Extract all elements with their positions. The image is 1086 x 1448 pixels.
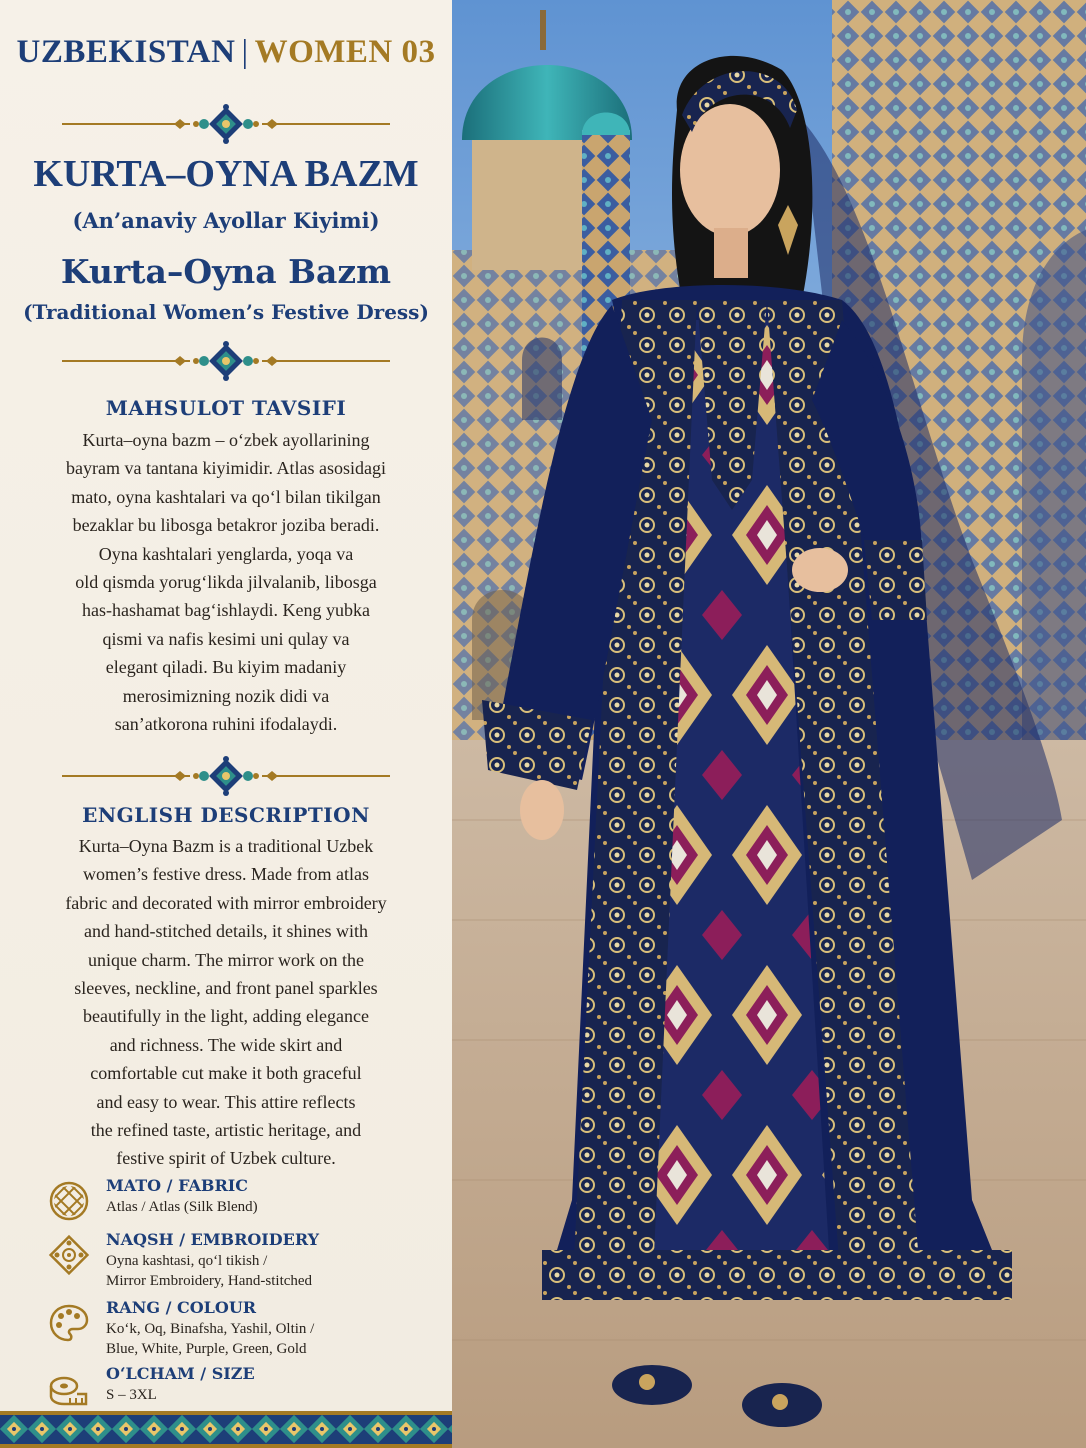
text-line: and easy to wear. This attire reflects — [96, 1091, 356, 1112]
text-line: unique charm. The mirror work on the — [87, 949, 365, 970]
ornament-border-icon — [0, 1411, 452, 1448]
text-line: and richness. The wide skirt and — [109, 1034, 343, 1055]
model-photo — [452, 0, 1086, 1448]
text-line: Kurta–Oyna Bazm is a traditional Uzbek — [78, 836, 374, 856]
section-heading-english: ENGLISH DESCRIPTION — [82, 803, 370, 827]
spec-fabric — [48, 1176, 428, 1236]
text-line: Oyna kashtalari yenglarda, yoqa va — [98, 543, 354, 564]
country-label: UZBEKISTAN — [16, 34, 236, 70]
title-uzbek: KURTA–OYNA BAZM — [33, 153, 419, 195]
spec-value — [106, 1385, 157, 1405]
palette-icon — [48, 1302, 90, 1344]
description-uzbek — [30, 426, 422, 738]
spec-value — [106, 1319, 314, 1359]
spec-label: MATO / FABRIC — [106, 1176, 248, 1195]
text-line: Kurta–oyna bazm – o‘zbek ayollarining — [82, 430, 370, 450]
spec-value-line: Mirror Embroidery, Hand-stitched — [106, 1273, 313, 1289]
spec-value-line: Blue, White, Purple, Green, Gold — [106, 1341, 307, 1357]
measuring-tape-icon — [48, 1368, 90, 1410]
info-panel — [0, 0, 452, 1448]
text-line: elegant qiladi. Bu kiyim madaniy — [105, 657, 347, 678]
header-separator: | — [241, 34, 249, 70]
text-line: bezaklar bu libosga betakror joziba beradi. — [72, 515, 380, 536]
spec-label: O‘LCHAM / SIZE — [106, 1364, 255, 1383]
text-line: merosimizning nozik didi va — [122, 685, 330, 706]
spec-colour — [48, 1298, 428, 1358]
ornament-divider-icon — [62, 341, 390, 381]
spec-value-line: S – 3XL — [106, 1387, 157, 1403]
spec-value — [106, 1251, 312, 1291]
ornament-divider-icon — [62, 104, 390, 144]
text-line: fabric and decorated with mirror embroidery — [65, 892, 387, 913]
subtitle-uzbek: (An’anaviy Ayollar Kiyimi) — [72, 208, 380, 233]
text-line: and hand-stitched details, it shines with — [84, 921, 368, 942]
subtitle-english: (Traditional Women’s Festive Dress) — [23, 300, 429, 324]
collection-label: WOMEN 03 — [254, 34, 436, 70]
spec-embroidery — [48, 1230, 428, 1290]
spec-value-line: Ko‘k, Oq, Binafsha, Yashil, Oltin / — [106, 1321, 315, 1337]
text-line: has-hashamat bag‘ishlaydi. Keng yubka — [82, 600, 370, 621]
spec-value-line: Atlas / Atlas (Silk Blend) — [106, 1199, 258, 1215]
text-line: beautifully in the light, adding elegance — [83, 1006, 369, 1027]
text-line: the refined taste, artistic heritage, and — [90, 1120, 362, 1141]
spec-value — [106, 1197, 258, 1217]
text-line: comfortable cut make it both graceful — [90, 1063, 362, 1084]
section-heading-uzbek: MAHSULOT TAVSIFI — [105, 396, 347, 420]
text-line: sleeves, neckline, and front panel sparkles — [74, 978, 378, 999]
text-line: festive spirit of Uzbek culture. — [116, 1148, 336, 1169]
text-line: qismi va nafis kesimi uni qulay va — [102, 628, 350, 649]
embroidery-icon — [48, 1234, 90, 1276]
text-line: old qismda yorug‘likda jilvalanib, libosga — [75, 572, 377, 593]
fabric-icon — [48, 1180, 90, 1222]
text-line: san’atkorona ruhini ifodalaydi. — [114, 714, 338, 735]
title-english: Kurta–Oyna Bazm — [60, 252, 392, 291]
description-english — [30, 832, 422, 1173]
text-line: mato, oyna kashtalari va qo‘l bilan tikilgan — [71, 486, 381, 507]
spec-label: RANG / COLOUR — [106, 1298, 257, 1317]
ornament-divider-icon — [62, 756, 390, 796]
spec-label: NAQSH / EMBROIDERY — [106, 1230, 320, 1249]
spec-value-line: Oyna kashtasi, qo‘l tikish / — [106, 1253, 268, 1269]
page-header — [0, 34, 452, 71]
text-line: bayram va tantana kiyimidir. Atlas asosidagi — [66, 458, 386, 479]
text-line: women’s festive dress. Made from atlas — [83, 864, 369, 885]
